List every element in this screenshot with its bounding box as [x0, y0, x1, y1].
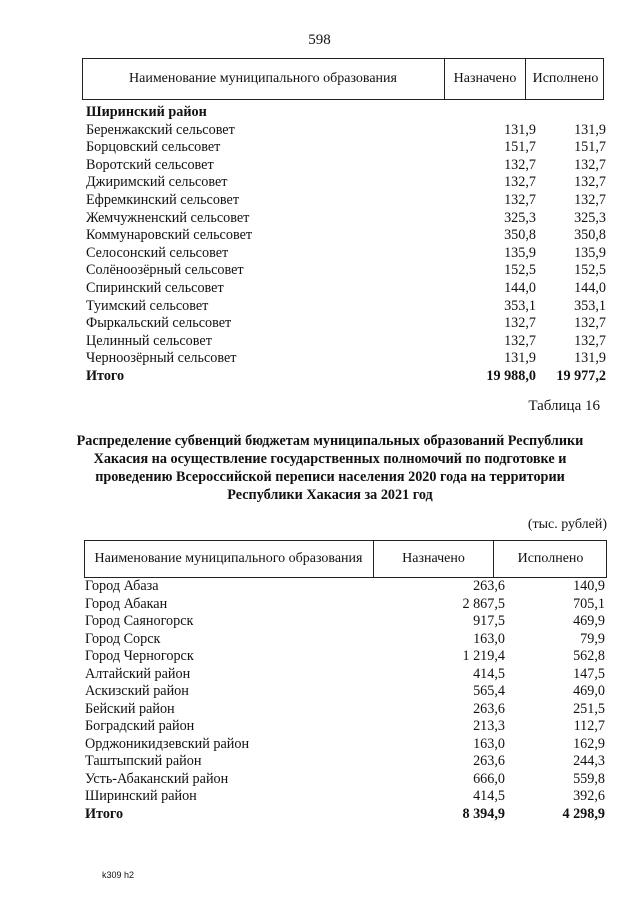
row-name: Спиринский сельсовет [86, 279, 224, 296]
table1-header-assigned: Назначено [444, 59, 525, 99]
row-executed: 132,7 [574, 332, 606, 349]
row-name: Город Сорск [85, 630, 161, 647]
table-row [85, 788, 607, 806]
table-row [86, 262, 608, 280]
row-assigned: 666,0 [473, 770, 505, 787]
row-executed: 392,6 [573, 788, 605, 804]
row-assigned: 132,7 [504, 191, 536, 208]
table1-total-assigned: 19 988,0 [486, 367, 536, 384]
row-name: Город Абакан [85, 595, 168, 612]
row-assigned: 263,6 [473, 753, 505, 769]
row-name: Беренжакский сельсовет [86, 121, 235, 138]
table1-header-name: Наименование муниципального образования [129, 71, 397, 86]
row-executed: 162,9 [573, 735, 605, 752]
table1-total-row [86, 368, 608, 386]
row-assigned: 414,5 [473, 788, 505, 804]
row-name: Орджоникидзевский район [85, 735, 250, 752]
table2-header-assigned: Назначено [373, 541, 493, 577]
row-assigned: 163,0 [473, 735, 505, 752]
row-executed: 144,0 [574, 279, 606, 296]
row-executed: 562,8 [573, 648, 605, 664]
row-assigned: 135,9 [504, 244, 536, 261]
row-name: Город Абаза [85, 578, 159, 594]
row-name: Целинный сельсовет [86, 332, 212, 349]
row-assigned: 2 867,5 [462, 595, 505, 612]
table2-total-assigned: 8 394,9 [462, 805, 505, 822]
row-name: Ефремкинский сельсовет [86, 191, 240, 208]
row-executed: 469,9 [573, 613, 605, 629]
row-assigned: 151,7 [504, 139, 536, 156]
table-row [86, 350, 608, 368]
page-number: 598 [308, 32, 331, 48]
row-name: Боградский район [85, 718, 195, 734]
row-assigned: 144,0 [504, 279, 536, 296]
row-name: Коммунаровский сельсовет [86, 227, 253, 244]
table-row [86, 192, 608, 210]
row-name: Туимский сельсовет [86, 297, 209, 314]
row-name: Алтайский район [85, 665, 191, 682]
row-name: Воротский сельсовет [86, 156, 214, 173]
units-note: (тыс. рублей) [527, 517, 607, 532]
row-executed: 131,9 [574, 121, 606, 138]
row-executed: 469,0 [573, 683, 605, 699]
row-name: Черноозёрный сельсовет [86, 350, 237, 367]
row-name: Солёноозёрный сельсовет [86, 262, 244, 279]
row-assigned: 213,3 [473, 718, 505, 734]
row-executed: 152,5 [574, 262, 606, 279]
table2-total-label: Итого [85, 805, 124, 822]
table-row [86, 122, 608, 140]
table2-total-executed: 4 298,9 [562, 805, 605, 822]
table2-body [85, 578, 607, 823]
row-executed: 132,7 [574, 174, 606, 191]
row-assigned: 414,5 [473, 665, 505, 682]
table-row [86, 298, 608, 316]
table-row [86, 333, 608, 351]
table2-header-executed: Исполнено [493, 541, 607, 577]
row-executed: 131,9 [574, 350, 606, 367]
row-executed: 135,9 [574, 244, 606, 261]
row-assigned: 350,8 [504, 227, 536, 244]
row-executed: 132,7 [574, 315, 606, 332]
row-name: Город Саяногорск [85, 613, 194, 629]
table-row [85, 701, 607, 719]
table-label: Таблица 16 [528, 398, 600, 414]
table1-section-row [86, 104, 608, 122]
row-assigned: 263,6 [473, 700, 505, 717]
table-row [85, 753, 607, 771]
row-executed: 112,7 [573, 718, 605, 734]
table-row [86, 227, 608, 245]
table-row [85, 718, 607, 736]
row-executed: 251,5 [573, 700, 605, 717]
table-row [85, 631, 607, 649]
row-executed: 353,1 [574, 297, 606, 314]
row-executed: 151,7 [574, 139, 606, 156]
table2-title: Распределение субвенций бюджетам муниципальных образований Республики Хакасия на осуществление государственных полномочий по подготовке и проведению Всероссийской переписи населения 2020 года на территории Республики Хакасия за 2021 год [76, 433, 584, 503]
row-executed: 350,8 [574, 227, 606, 244]
row-assigned: 131,9 [504, 350, 536, 367]
table1-body [86, 104, 608, 386]
row-assigned: 917,5 [473, 613, 505, 629]
table1-header-executed: Исполнено [525, 59, 605, 99]
table-row [85, 613, 607, 631]
row-name: Таштыпский район [85, 753, 202, 769]
table1-total-executed: 19 977,2 [556, 367, 606, 384]
table2-total-row [85, 806, 607, 824]
table-row [86, 174, 608, 192]
row-executed: 132,7 [574, 191, 606, 208]
row-name: Ширинский район [85, 788, 197, 804]
row-assigned: 565,4 [473, 683, 505, 699]
table-row [85, 578, 607, 596]
row-executed: 705,1 [573, 595, 605, 612]
table-row [85, 683, 607, 701]
table-row [85, 648, 607, 666]
row-executed: 132,7 [574, 156, 606, 173]
table-row [86, 139, 608, 157]
table-row [86, 245, 608, 263]
table1-header [82, 58, 604, 100]
table-row [85, 736, 607, 754]
row-name: Селосонский сельсовет [86, 244, 229, 261]
row-assigned: 325,3 [504, 209, 536, 226]
row-assigned: 1 219,4 [462, 648, 505, 664]
footer-code: k309 h2 [102, 870, 135, 880]
table2-header-name: Наименование муниципального образования [94, 551, 363, 566]
row-executed: 244,3 [573, 753, 605, 769]
row-assigned: 263,6 [473, 578, 505, 594]
row-assigned: 132,7 [504, 156, 536, 173]
row-assigned: 132,7 [504, 315, 536, 332]
row-executed: 79,9 [580, 630, 605, 647]
row-name: Усть-Абаканский район [85, 770, 229, 787]
row-name: Борцовский сельсовет [86, 139, 221, 156]
row-name: Джиримский сельсовет [86, 174, 228, 191]
table1-total-label: Итого [86, 367, 125, 384]
row-assigned: 131,9 [504, 121, 536, 138]
table-row [85, 666, 607, 684]
row-name: Фыркальский сельсовет [86, 315, 232, 332]
table-row [86, 157, 608, 175]
table-row [86, 280, 608, 298]
row-name: Бейский район [85, 700, 175, 717]
row-executed: 325,3 [574, 209, 606, 226]
table2-header [84, 540, 607, 578]
row-name: Аскизский район [85, 683, 189, 699]
row-executed: 147,5 [573, 665, 605, 682]
table-row [85, 771, 607, 789]
row-executed: 140,9 [573, 578, 605, 594]
row-assigned: 353,1 [504, 297, 536, 314]
row-executed: 559,8 [573, 770, 605, 787]
table-row [85, 596, 607, 614]
row-assigned: 152,5 [504, 262, 536, 279]
table-row [86, 210, 608, 228]
table-row [86, 315, 608, 333]
row-name: Город Черногорск [85, 648, 194, 664]
row-assigned: 132,7 [504, 174, 536, 191]
row-assigned: 163,0 [473, 630, 505, 647]
row-assigned: 132,7 [504, 332, 536, 349]
row-name: Жемчужненский сельсовет [86, 209, 250, 226]
table1-section-title: Ширинский район [86, 104, 207, 120]
